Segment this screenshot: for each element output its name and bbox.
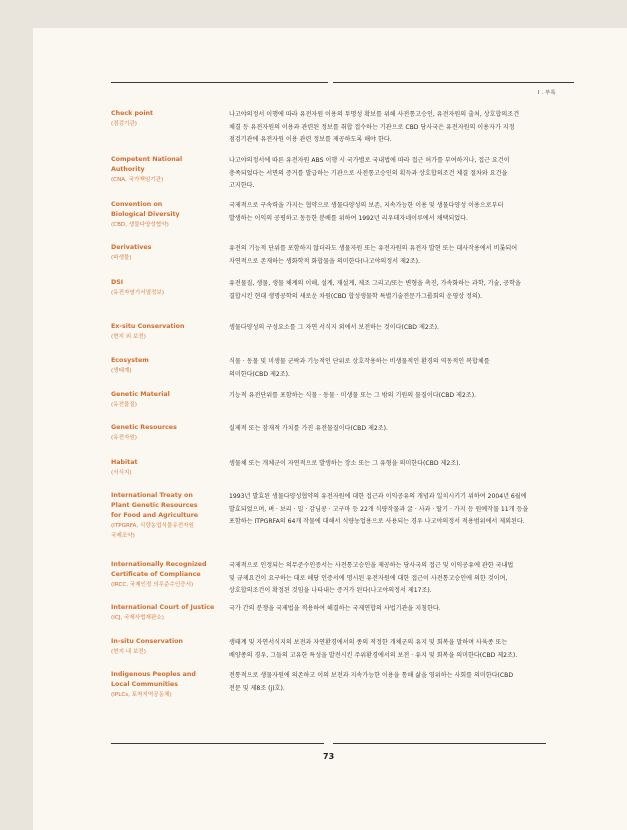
definition-line: 발생하는 이익의 공평하고 동등한 분배를 위하여 1992년 리우데자네이루에서 채택되었다. xyxy=(229,214,468,222)
definition-line: 전문 및 제8조 (j)호). xyxy=(229,684,285,692)
definition-line: 및 규제요건이 요구하는 대로 해당 인증서에 명시된 유전자원에 대한 접근이 사전통고승인에 의한 것이며, xyxy=(229,574,508,582)
term-korean: (파생물) xyxy=(111,255,132,261)
definition-line: 점검기관에 유전자원 이용 관련 정보를 제공하도록 해야 한다. xyxy=(229,136,392,143)
footer-rule-left xyxy=(111,743,324,744)
glossary-term xyxy=(111,322,221,342)
term-korean: (IRCC, 국제인정 의무준수인증서) xyxy=(111,582,194,588)
document-page xyxy=(33,28,627,830)
definition-line: 결합시킨 현대 생명공학의 새로운 차원(CBD 합성생물학 특별기술전문가그룹회의 운영상 정의). xyxy=(229,292,483,300)
glossary-term xyxy=(111,356,221,376)
glossary-term xyxy=(111,491,221,541)
glossary-term xyxy=(111,637,221,657)
definition-line: 국제적으로 구속력을 가지는 협약으로 생물다양성의 보존, 지속가능한 이용 및 생물다양성 이용으로부터 xyxy=(229,202,504,209)
definition-line: 의미한다(CBD 제2조). xyxy=(229,370,290,378)
glossary-term xyxy=(111,109,221,129)
definition-line: 나고야의정서 이행에 따라 유전자원 이용의 투명성 확보를 위해 사전통고승인, 유전자원의 출처, 상호합의조건 xyxy=(229,111,520,118)
term-korean: (ITPGRFA, 식량농업식물유전자원 xyxy=(111,523,194,529)
definition-line: 자연적으로 존재하는 생화학적 화합물을 의미한다(나고야의정서 제2조). xyxy=(229,257,420,265)
term-english: Competent National xyxy=(111,156,183,163)
term-korean: (CBD, 생물다양성협약) xyxy=(111,222,169,228)
definition-line: 생물체 또는 개체군이 자연적으로 발생하는 장소 또는 그 유형을 의미한다(CBD 제2조). xyxy=(229,460,461,467)
term-korean: (생태계) xyxy=(111,368,132,374)
definition-line: 전통적으로 생물자원에 의존하고 이의 보전과 지속가능한 이용을 통해 삶을 영위하는 사회를 의미한다(CBD xyxy=(229,672,514,679)
term-english: Ecosystem xyxy=(111,357,149,364)
glossary-definition xyxy=(229,322,574,335)
term-korean: (유전자원) xyxy=(111,435,137,441)
glossary-term xyxy=(111,243,221,263)
term-english: Indigenous Peoples and xyxy=(111,671,196,678)
glossary-term xyxy=(111,670,221,700)
definition-line: 체결 등 유전자원의 이용과 관련된 정보를 취합 접수하는 기관으로 CBD 당사국은 유전자원의 이용자가 지정 xyxy=(229,123,515,131)
definition-line: 배양종의 경우, 그들의 고유한 특성을 발전시킨 주위환경에서의 보전 · 유지 및 회복을 의미한다(CBD 제2조). xyxy=(229,651,518,659)
glossary-term xyxy=(111,603,221,623)
glossary-definition xyxy=(229,637,574,662)
glossary-definition xyxy=(229,603,574,616)
glossary-definition xyxy=(229,670,574,695)
term-english: Authority xyxy=(111,166,145,173)
term-korean: (유전물질) xyxy=(111,402,137,408)
term-korean: (점검기관) xyxy=(111,121,137,127)
glossary-definition xyxy=(229,423,574,436)
term-korean: (ICJ, 국제사법재판소) xyxy=(111,615,164,621)
term-english: for Food and Agriculture xyxy=(111,512,199,519)
glossary-term xyxy=(111,200,221,230)
term-korean: (현지 내 보전) xyxy=(111,649,146,655)
term-english: Derivatives xyxy=(111,244,152,251)
glossary-term xyxy=(111,458,221,478)
definition-line: 생태계 및 자연서식지의 보전과 자연환경에서의 종의 적정한 개체군의 유지 및 회복을 말하며 사육종 또는 xyxy=(229,639,508,646)
header-rule-left xyxy=(111,82,328,83)
definition-line: 실제적 또는 잠재적 가치를 가진 유전물질이다(CBD 제2조). xyxy=(229,425,388,432)
term-english: Ex-situ Conservation xyxy=(111,323,185,330)
glossary-definition xyxy=(229,560,574,598)
definition-line: 기능적 유전단위를 포함하는 식물 · 동물 · 미생물 또는 그 밖의 기원의 물질이다(CBD 제2조). xyxy=(229,392,477,399)
section-label: I . 부록 xyxy=(538,90,556,96)
term-english: Plant Genetic Resources xyxy=(111,502,198,509)
term-english: International Treaty on xyxy=(111,492,193,499)
glossary-term xyxy=(111,560,221,590)
term-english: Biological Diversity xyxy=(111,211,180,218)
definition-line: 생물다양성의 구성요소를 그 자연 서식지 외에서 보전하는 것이다(CBD 제2조). xyxy=(229,324,439,331)
glossary-term xyxy=(111,155,221,185)
glossary-definition xyxy=(229,356,574,381)
definition-line: 국가 간의 분쟁을 국제법을 적용하여 해결하는 국제연합의 사법기관을 지칭한다. xyxy=(229,605,441,612)
term-english: Internationally Recognized xyxy=(111,561,207,568)
glossary-definition xyxy=(229,458,574,471)
definition-line: 유전의 기능적 단위를 포함하지 않더라도 생물자원 또는 유전자원의 유전자 발현 또는 대사작용에서 비롯되어 xyxy=(229,245,518,252)
definition-line: 1993년 발효된 생물다양성협약의 유전자원에 대한 접근과 이익공유의 개념과 일치시키기 위하여 2004년 6월에 xyxy=(229,493,527,500)
term-korean: (IPLCs, 토착지역공동체) xyxy=(111,692,172,698)
glossary-definition xyxy=(229,200,574,225)
glossary-definition xyxy=(229,390,574,403)
term-korean: (유전자염기서열정보) xyxy=(111,290,164,296)
definition-line: 포함하는 ITPGRFA의 64개 작물에 대해서 식량농업용으로 사용되는 경우 나고야의정서 적용범위에서 제외된다. xyxy=(229,518,525,525)
term-korean: (서식지) xyxy=(111,470,132,476)
glossary-definition xyxy=(229,243,574,268)
term-english: Certificate of Compliance xyxy=(111,571,201,578)
term-english: DSI xyxy=(111,279,124,286)
definition-line: 나고야의정서에 따른 유전자원 ABS 이행 시 국가별로 국내법에 따라 접근 허가를 부여하거나, 접근 요건이 xyxy=(229,157,510,164)
definition-line: 상호합의조건이 확정된 것임을 나타내는 증거가 된다(나고야의정서 제17조). xyxy=(229,587,432,594)
glossary-definition xyxy=(229,491,574,529)
term-korean: (CNA, 국가책임기관) xyxy=(111,177,164,183)
glossary-definition xyxy=(229,278,574,303)
glossary-term xyxy=(111,423,221,443)
header-rule-right xyxy=(333,82,574,83)
term-english: In-situ Conservation xyxy=(111,638,183,645)
glossary-definition xyxy=(229,109,574,147)
definition-line: 유전물질, 생물, 생물 체계의 이해, 설계, 재설계, 제조 그리고/또는 변형을 촉진, 가속화하는 과학, 기술, 공학을 xyxy=(229,280,521,287)
term-english: Habitat xyxy=(111,459,138,466)
definition-line: 국제적으로 인정되는 의무준수인증서는 사전통고승인을 제공하는 당사국의 접근 및 이익공유에 관한 국내법 xyxy=(229,562,514,569)
glossary-term xyxy=(111,278,221,298)
definition-line: 충족되었다는 서면의 증거를 발급하는 기관으로 사전통고승인의 획득과 상호합의조건 체결 절차와 요건을 xyxy=(229,169,508,177)
term-korean: (현지 외 보전) xyxy=(111,334,146,340)
term-korean: 국제조약) xyxy=(111,533,135,539)
page-number: 73 xyxy=(323,752,335,761)
glossary-term xyxy=(111,390,221,410)
term-english: International Court of Justice xyxy=(111,604,215,611)
definition-line: 고지한다. xyxy=(229,182,255,189)
footer-rule-right xyxy=(333,743,546,744)
term-english: Convention on xyxy=(111,201,163,208)
term-english: Genetic Resources xyxy=(111,424,177,431)
term-english: Genetic Material xyxy=(111,391,170,398)
term-english: Check point xyxy=(111,110,153,117)
definition-line: 식물 · 동물 및 미생물 군락과 기능적인 단위로 상호작용하는 비생물적인 환경의 역동적인 복합체를 xyxy=(229,358,490,365)
glossary-definition xyxy=(229,155,574,193)
definition-line: 발효되었으며, 벼 · 보리 · 밀 · 감님콩 · 고구마 등 22개 식량작물과 굴 · 사과 · 딸기 · 가지 등 원예작물 11개 등을 xyxy=(229,505,529,513)
term-english: Local Communities xyxy=(111,681,179,688)
